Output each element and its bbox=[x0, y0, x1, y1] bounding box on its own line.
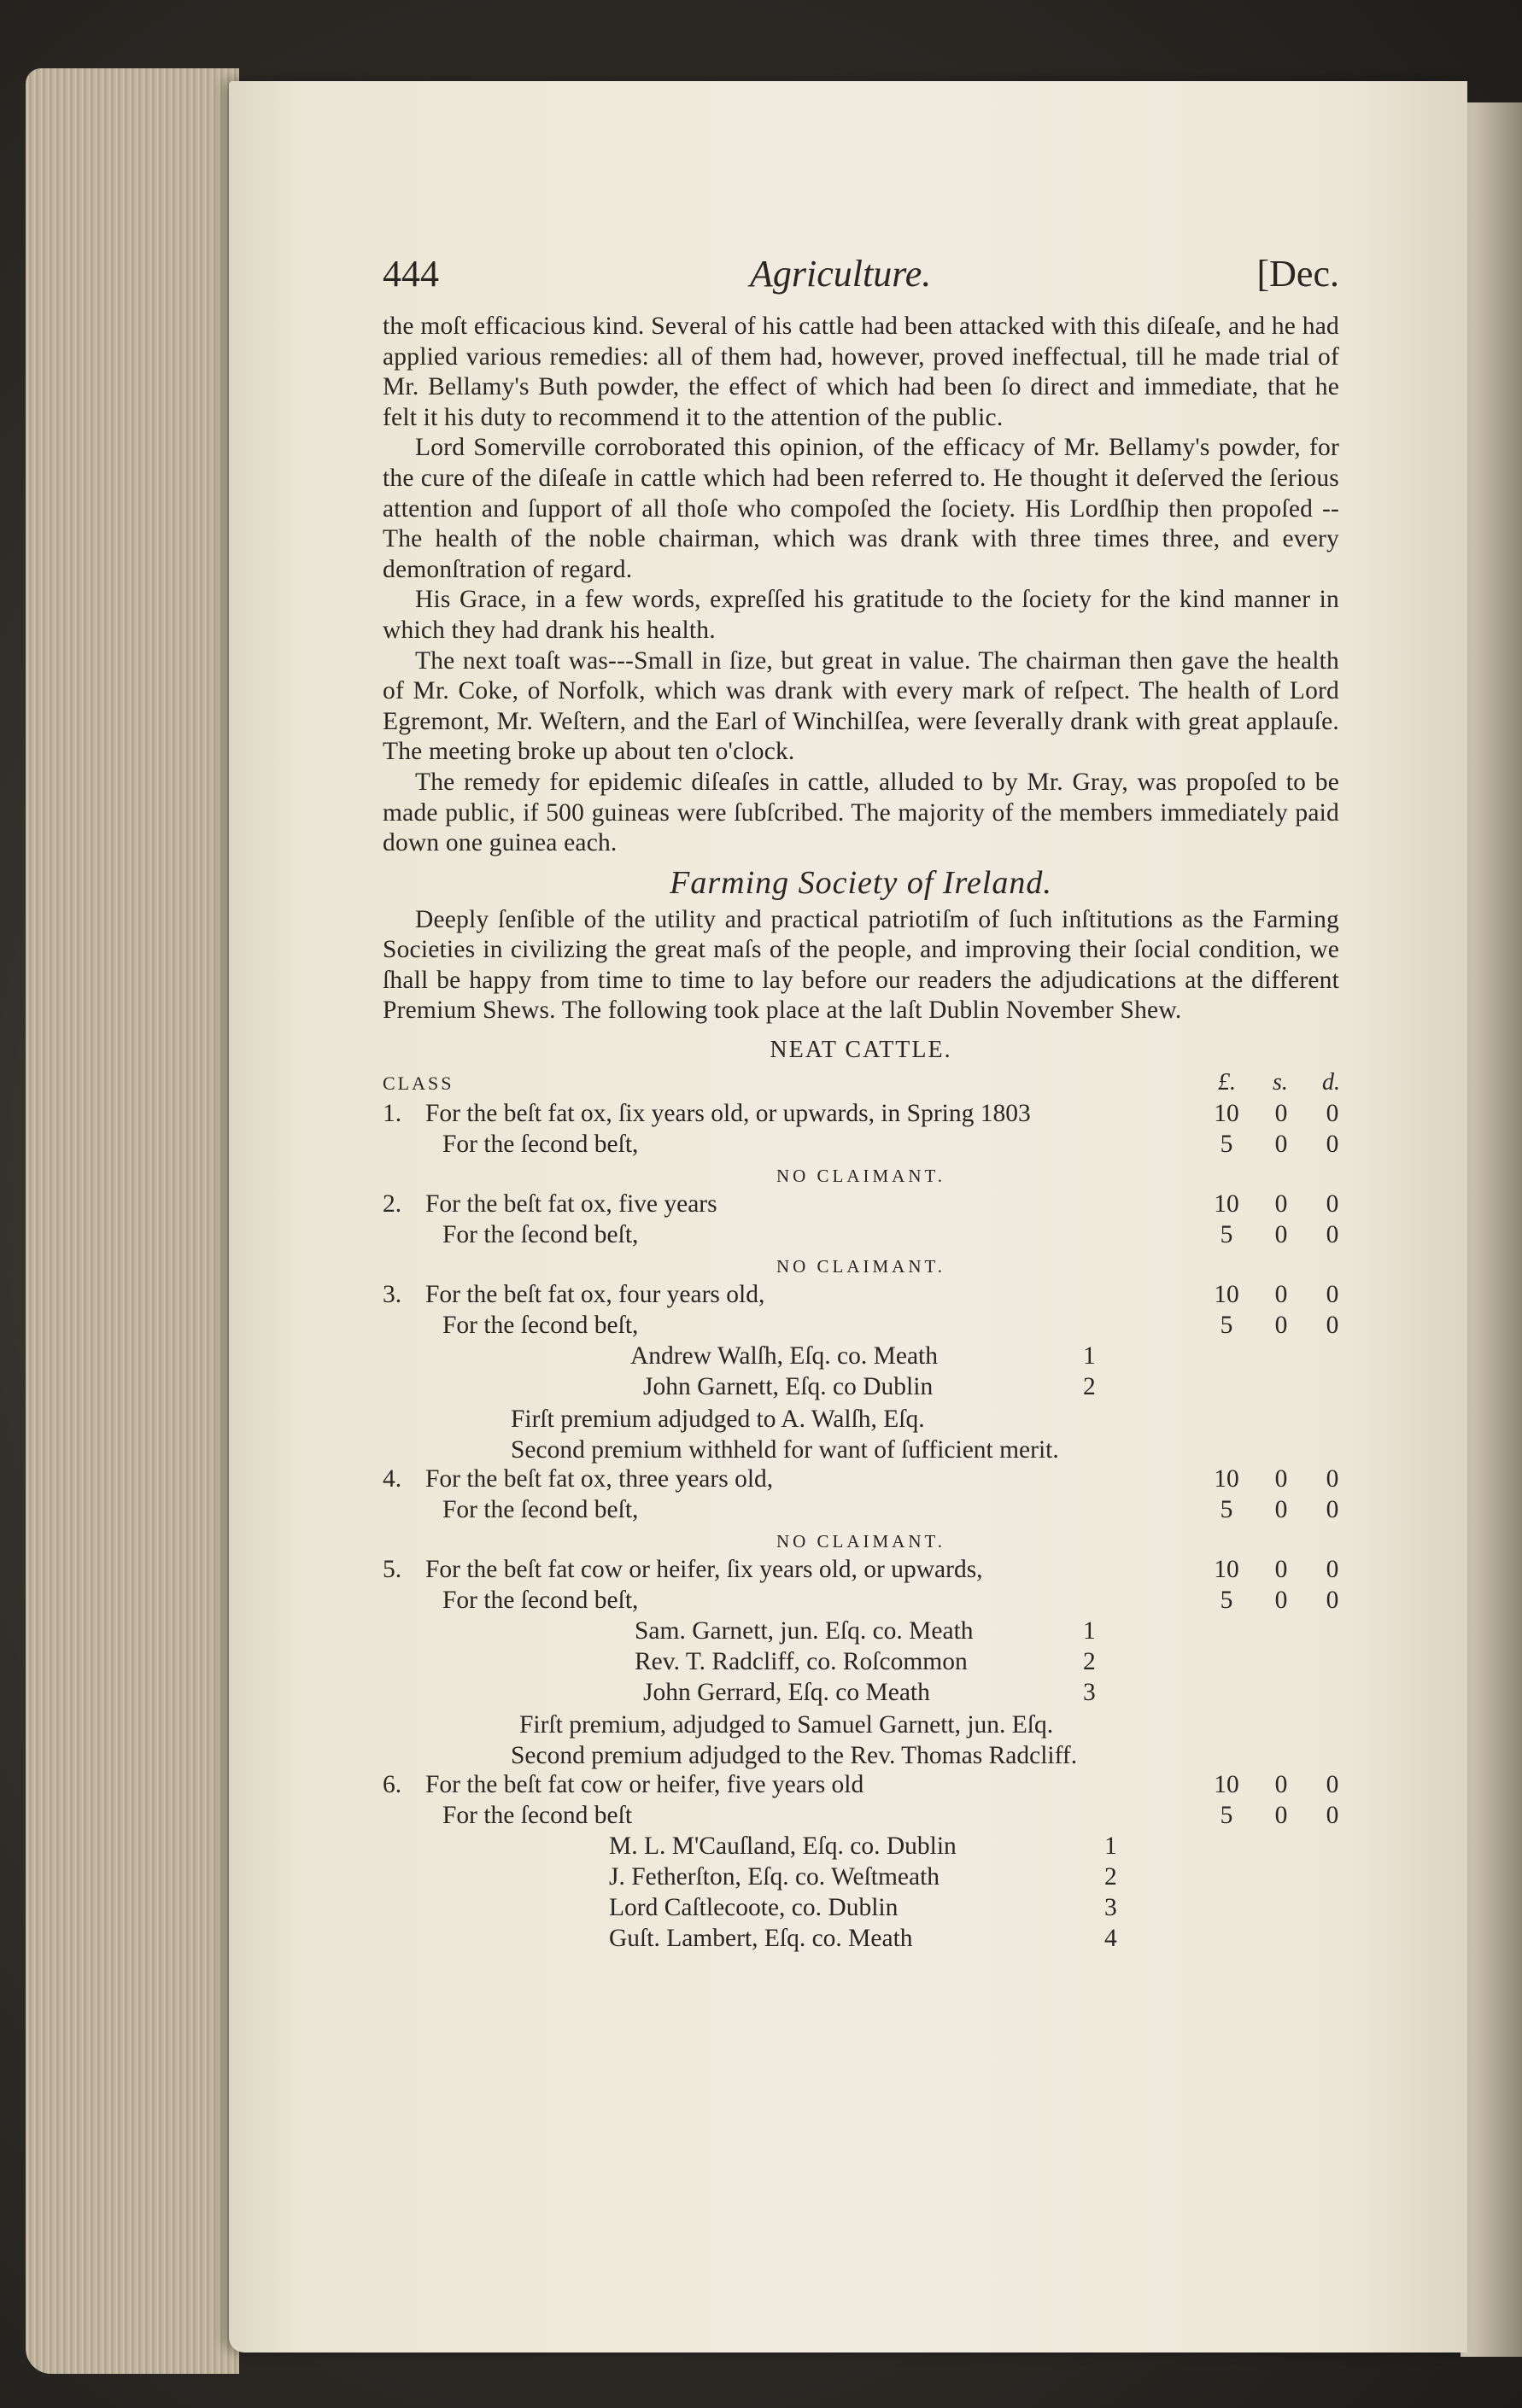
amount-pence: 0 bbox=[1326, 1131, 1339, 1159]
class-1-second bbox=[383, 1131, 1339, 1161]
class-2-number: 2. bbox=[383, 1190, 402, 1219]
amount-shillings: 0 bbox=[1274, 1100, 1288, 1128]
currency-pence: d. bbox=[1322, 1069, 1340, 1096]
currency-shillings: s. bbox=[1273, 1069, 1288, 1096]
amount-pence: 0 bbox=[1326, 1312, 1339, 1340]
class-6-first bbox=[383, 1771, 1339, 1802]
class-5-second-label: For the ſecond beſt, bbox=[442, 1587, 639, 1615]
amount-pounds: 10 bbox=[1214, 1771, 1239, 1799]
amount-shillings: 0 bbox=[1274, 1802, 1288, 1830]
class-4-second-label: For the ſecond beſt, bbox=[442, 1496, 639, 1524]
claimant-rank: 1 bbox=[1104, 1832, 1117, 1861]
claimant-rank: 1 bbox=[1083, 1617, 1096, 1645]
amount-pounds: 5 bbox=[1220, 1221, 1233, 1249]
claimant-rank: 2 bbox=[1083, 1648, 1096, 1676]
class-3-second bbox=[383, 1312, 1339, 1342]
class-2-no-claimant: NO CLAIMANT. bbox=[776, 1256, 946, 1277]
claimant-rank: 3 bbox=[1083, 1679, 1096, 1707]
class-5-first bbox=[383, 1556, 1339, 1587]
claimant-name: Sam. Garnett, jun. Eſq. co. Meath bbox=[635, 1617, 974, 1645]
amount-pence: 0 bbox=[1326, 1802, 1339, 1830]
class-4-first-label: For the beſt fat ox, three years old, bbox=[425, 1465, 774, 1493]
running-month: [Dec. bbox=[1256, 253, 1339, 295]
amount-shillings: 0 bbox=[1274, 1190, 1288, 1219]
paragraph-1: the moſt efficacious kind. Several of his cattle had been attacked with this diſeaſe, and he had applied various remedies: all of them had, however, proved ineffectual, till he made trial of Mr. Bellamy's Buth powder, the effect of which had been ſo direct and immediate, that he felt it his duty to recommend it to the attention of the public. bbox=[383, 313, 1339, 431]
class-4-first bbox=[383, 1465, 1339, 1496]
amount-pence: 0 bbox=[1326, 1190, 1339, 1219]
class-6-claimant-2 bbox=[383, 1863, 1339, 1894]
amount-shillings: 0 bbox=[1274, 1312, 1288, 1340]
claimant-rank: 2 bbox=[1083, 1373, 1096, 1401]
class-2-second-label: For the ſecond beſt, bbox=[442, 1221, 639, 1249]
class-3-number: 3. bbox=[383, 1281, 402, 1309]
class-4-number: 4. bbox=[383, 1465, 402, 1493]
class-2-second bbox=[383, 1221, 1339, 1252]
claimant-rank: 4 bbox=[1104, 1925, 1117, 1953]
running-header bbox=[383, 252, 1339, 312]
section-intro: Deeply ſenſible of the utility and practical patriotiſm of ſuch inſtitutions as the Farming Societies in civilizing the great maſs of the people, and improving their ſocial condition, we ſhall be happy from time to time to lay before our readers the adjudications at the different Premium Shews. The following took place at the laſt Dublin November Shew. bbox=[383, 905, 1339, 1025]
amount-pounds: 5 bbox=[1220, 1587, 1233, 1615]
amount-pounds: 10 bbox=[1214, 1281, 1239, 1309]
class-6-second bbox=[383, 1802, 1339, 1832]
amount-pounds: 5 bbox=[1220, 1496, 1233, 1524]
page-number: 444 bbox=[383, 253, 439, 295]
class-3-first bbox=[383, 1281, 1339, 1312]
amount-pounds: 10 bbox=[1214, 1190, 1239, 1219]
amount-pounds: 5 bbox=[1220, 1802, 1233, 1830]
amount-shillings: 0 bbox=[1274, 1496, 1288, 1524]
amount-pounds: 10 bbox=[1214, 1556, 1239, 1584]
class-6-second-label: For the ſecond beſt bbox=[442, 1802, 633, 1830]
amount-pence: 0 bbox=[1326, 1100, 1339, 1128]
class-1-number: 1. bbox=[383, 1100, 402, 1128]
page-content bbox=[383, 252, 1339, 1955]
class-5-second bbox=[383, 1587, 1339, 1617]
class-3-note-1: Firſt premium adjudged to A. Walſh, Eſq. bbox=[511, 1406, 925, 1434]
class-5-claimant-1 bbox=[383, 1617, 1339, 1648]
class-1-second-label: For the ſecond beſt, bbox=[442, 1131, 639, 1159]
book-page-edges bbox=[26, 68, 239, 2374]
class-2-first-label: For the beſt fat ox, five years bbox=[425, 1190, 717, 1219]
class-4-no-claimant: NO CLAIMANT. bbox=[776, 1531, 946, 1552]
class-6-first-label: For the beſt fat cow or heifer, five years old bbox=[425, 1771, 864, 1799]
class-6-claimant-4 bbox=[383, 1925, 1339, 1955]
class-6-number: 6. bbox=[383, 1771, 402, 1799]
paragraph-5: The remedy for epidemic diſeaſes in cattle, alluded to by Mr. Gray, was propoſed to be made public, if 500 guineas were ſubſcribed. The majority of the members immediately paid down one guinea each. bbox=[383, 768, 1339, 857]
amount-pounds: 10 bbox=[1214, 1100, 1239, 1128]
class-1-first-label: For the beſt fat ox, ſix years old, or upwards, in Spring 1803 bbox=[425, 1100, 1031, 1128]
section-title: Farming Society of Ireland. bbox=[670, 864, 1052, 901]
book-page bbox=[229, 81, 1467, 2352]
amount-pence: 0 bbox=[1326, 1771, 1339, 1799]
claimant-name: M. L. M'Cauſland, Eſq. co. Dublin bbox=[609, 1832, 957, 1861]
amount-shillings: 0 bbox=[1274, 1221, 1288, 1249]
class-5-first-label: For the beſt fat cow or heifer, ſix years old, or upwards, bbox=[425, 1556, 983, 1584]
section-subheading: NEAT CATTLE. bbox=[770, 1037, 952, 1064]
class-2-first bbox=[383, 1190, 1339, 1221]
amount-pounds: 10 bbox=[1214, 1465, 1239, 1493]
class-3-first-label: For the beſt fat ox, four years old, bbox=[425, 1281, 765, 1309]
claimant-name: John Garnett, Eſq. co Dublin bbox=[643, 1373, 934, 1401]
currency-pounds: £. bbox=[1218, 1069, 1236, 1096]
amount-pence: 0 bbox=[1326, 1465, 1339, 1493]
class-header-row bbox=[383, 1069, 1339, 1100]
claimant-name: Andrew Walſh, Eſq. co. Meath bbox=[630, 1342, 939, 1371]
class-6-claimant-1 bbox=[383, 1832, 1339, 1863]
amount-pounds: 5 bbox=[1220, 1131, 1233, 1159]
class-4-second bbox=[383, 1496, 1339, 1527]
paragraph-3: His Grace, in a few words, expreſſed his gratitude to the ſociety for the kind manner in which they had drank his health. bbox=[383, 586, 1339, 644]
running-title: Agriculture. bbox=[750, 253, 932, 295]
class-5-number: 5. bbox=[383, 1556, 402, 1584]
class-3-claimant-2 bbox=[383, 1373, 1339, 1404]
claimant-rank: 1 bbox=[1083, 1342, 1096, 1371]
claimant-name: Rev. T. Radcliff, co. Roſcommon bbox=[635, 1648, 968, 1676]
class-3-second-label: For the ſecond beſt, bbox=[442, 1312, 639, 1340]
claimant-rank: 2 bbox=[1104, 1863, 1117, 1891]
class-5-note-1: Firſt premium, adjudged to Samuel Garnett, jun. Eſq. bbox=[519, 1711, 1054, 1739]
amount-shillings: 0 bbox=[1274, 1771, 1288, 1799]
paragraph-2: Lord Somerville corroborated this opinion, of the efficacy of Mr. Bellamy's powder, for the cure of the diſeaſe in cattle which had been referred to. He thought it deſerved the ſerious attention and ſupport of all thoſe who compoſed the ſociety. His Lordſhip then propoſed --The health of the noble chairman, which was drank with three times three, and every demonſtration of regard. bbox=[383, 434, 1339, 583]
class-1-first bbox=[383, 1100, 1339, 1131]
amount-shillings: 0 bbox=[1274, 1556, 1288, 1584]
amount-pence: 0 bbox=[1326, 1496, 1339, 1524]
claimant-name: John Gerrard, Eſq. co Meath bbox=[643, 1679, 930, 1707]
class-label: CLASS bbox=[383, 1072, 454, 1095]
amount-shillings: 0 bbox=[1274, 1281, 1288, 1309]
class-1-no-claimant: NO CLAIMANT. bbox=[776, 1166, 946, 1187]
claimant-name: Lord Caſtlecoote, co. Dublin bbox=[609, 1894, 899, 1922]
class-3-claimant-1 bbox=[383, 1342, 1339, 1373]
class-5-note-2: Second premium adjudged to the Rev. Thomas Radcliff. bbox=[511, 1742, 1078, 1770]
amount-pounds: 5 bbox=[1220, 1312, 1233, 1340]
class-3-note-2: Second premium withheld for want of ſufficient merit. bbox=[511, 1436, 1059, 1464]
class-6-claimant-3 bbox=[383, 1894, 1339, 1925]
class-5-claimant-2 bbox=[383, 1648, 1339, 1679]
amount-pence: 0 bbox=[1326, 1221, 1339, 1249]
paragraph-4: The next toaſt was---Small in ſize, but great in value. The chairman then gave the health of Mr. Coke, of Norfolk, which was drank with every mark of reſpect. The health of Lord Egremont, Mr. Weſtern, and the Earl of Winchilſea, were ſeverally drank with great applauſe. The meeting broke up about ten o'clock. bbox=[383, 646, 1339, 766]
amount-pence: 0 bbox=[1326, 1556, 1339, 1584]
facing-page-edge bbox=[1461, 102, 1522, 2357]
amount-shillings: 0 bbox=[1274, 1131, 1288, 1159]
claimant-name: J. Fetherſton, Eſq. co. Weſtmeath bbox=[609, 1863, 940, 1891]
claimant-name: Guſt. Lambert, Eſq. co. Meath bbox=[609, 1925, 913, 1953]
amount-pence: 0 bbox=[1326, 1281, 1339, 1309]
claimant-rank: 3 bbox=[1104, 1894, 1117, 1922]
amount-pence: 0 bbox=[1326, 1587, 1339, 1615]
amount-shillings: 0 bbox=[1274, 1587, 1288, 1615]
class-5-claimant-3 bbox=[383, 1679, 1339, 1710]
amount-shillings: 0 bbox=[1274, 1465, 1288, 1493]
